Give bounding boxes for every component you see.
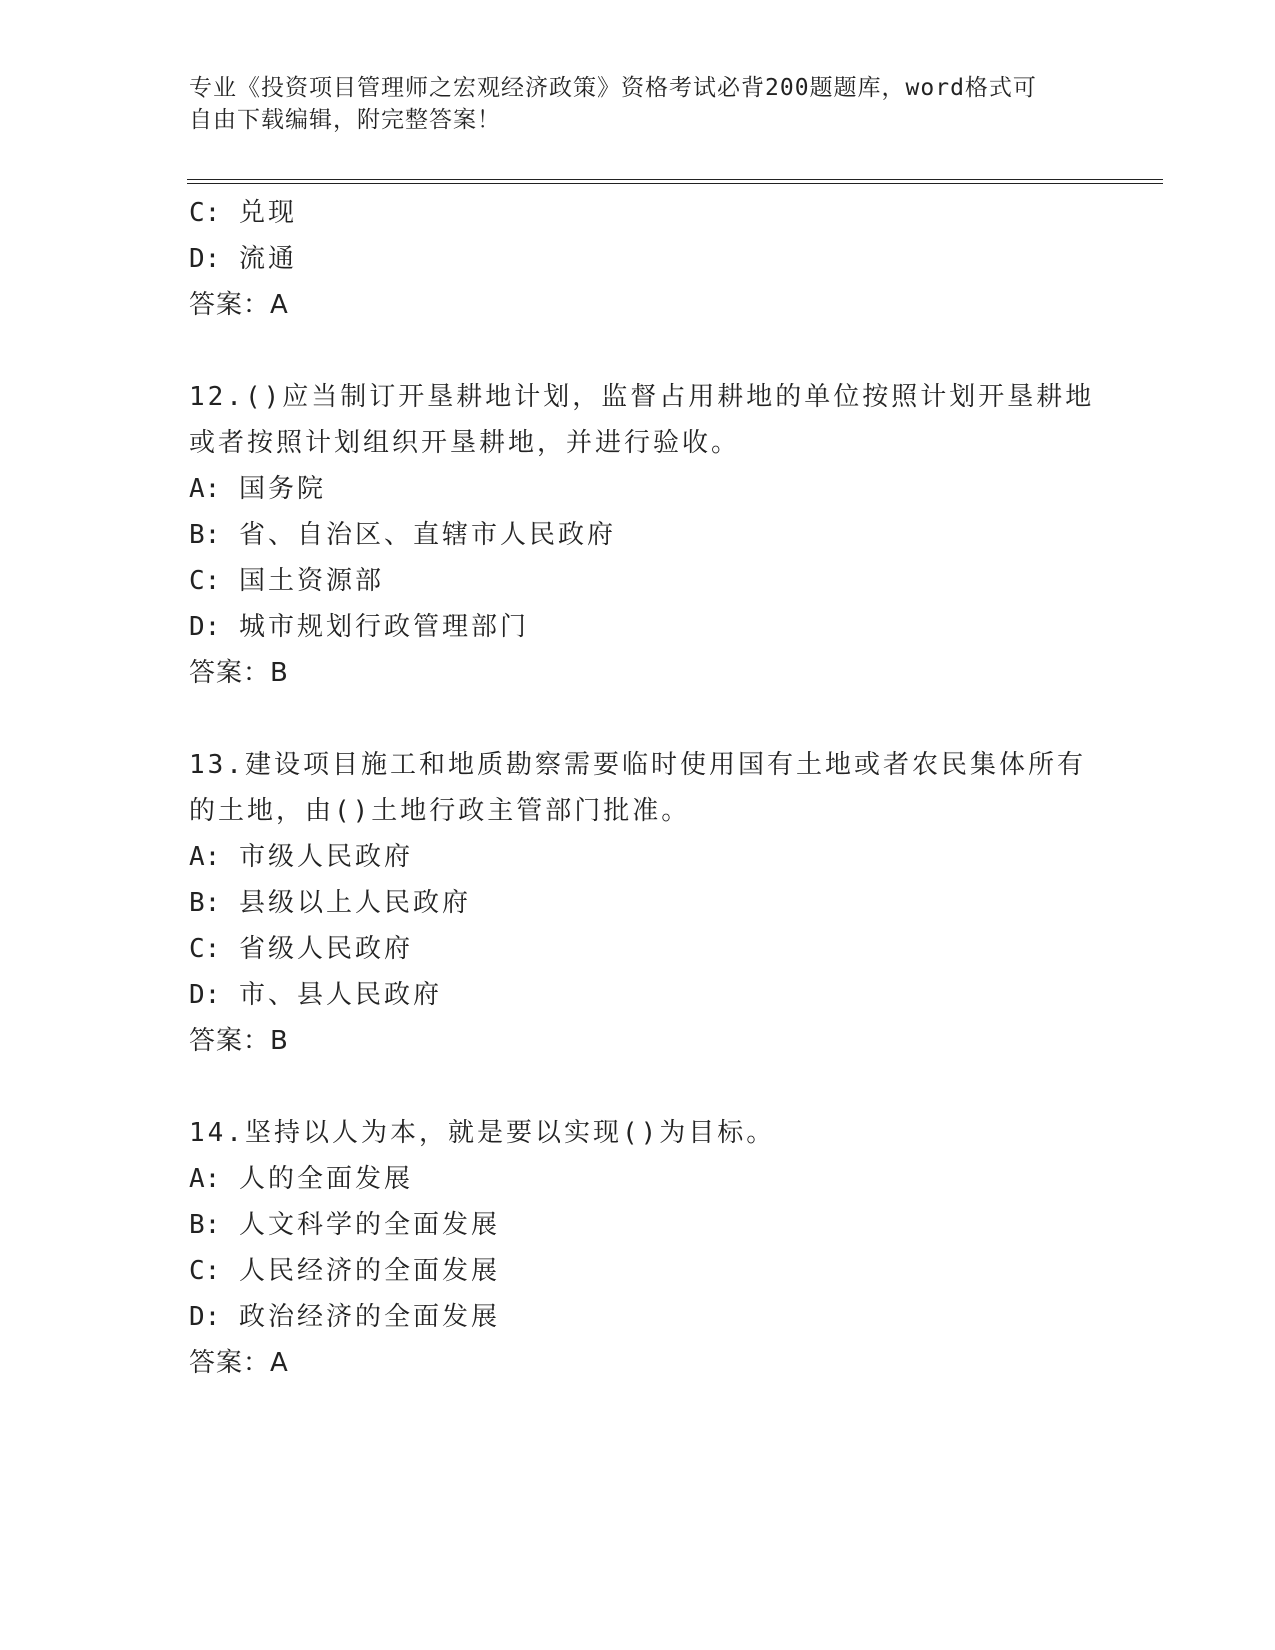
option-letter: C: [189, 1256, 221, 1286]
answer-line: 答案：A [189, 290, 289, 320]
option-letter: D: [189, 980, 221, 1010]
question-14 [189, 1110, 1109, 1386]
option-text: 城市规划行政管理部门 [238, 612, 529, 642]
document-header [189, 72, 1089, 136]
question-stem-line-1: 14.坚持以人为本，就是要以实现()为目标。 [189, 1118, 776, 1148]
option-letter: B: [189, 520, 221, 550]
header-line-2: 自由下载编辑，附完整答案！ [189, 107, 501, 133]
answer-line: 答案：B [189, 658, 289, 688]
option-a [189, 1156, 1109, 1202]
option-letter: C: [189, 934, 221, 964]
option-letter: B: [189, 888, 221, 918]
option-a [189, 466, 1109, 512]
option-text: 国务院 [238, 474, 326, 504]
option-text: 人文科学的全面发展 [238, 1210, 500, 1240]
option-a [189, 834, 1109, 880]
option-text: 人的全面发展 [238, 1164, 413, 1194]
option-letter: B: [189, 1210, 221, 1240]
option-text: 市级人民政府 [238, 842, 413, 872]
header-divider [187, 179, 1163, 184]
option-d [189, 1294, 1109, 1340]
option-letter: A: [189, 842, 221, 872]
option-text: 政治经济的全面发展 [238, 1302, 500, 1332]
question-stem-line-2: 或者按照计划组织开垦耕地，并进行验收。 [189, 428, 741, 458]
option-text: 人民经济的全面发展 [238, 1256, 500, 1286]
option-letter: D: [189, 612, 221, 642]
option-letter: D: [189, 1302, 221, 1332]
header-line-1: 专业《投资项目管理师之宏观经济政策》资格考试必背200题题库，word格式可 [189, 75, 1037, 101]
carryover-question [189, 190, 1109, 328]
option-text: 市、县人民政府 [238, 980, 442, 1010]
option-text: 省级人民政府 [238, 934, 413, 964]
question-12 [189, 374, 1109, 696]
question-stem-line-2: 的土地，由()土地行政主管部门批准。 [189, 796, 691, 826]
option-letter: C: [189, 566, 221, 596]
option-text: 县级以上人民政府 [238, 888, 471, 918]
option-c [189, 1248, 1109, 1294]
option-text: 兑现 [238, 198, 297, 228]
question-stem-line-1: 13.建设项目施工和地质勘察需要临时使用国有土地或者农民集体所有 [189, 750, 1086, 780]
option-c [189, 558, 1109, 604]
option-text: 省、自治区、直辖市人民政府 [238, 520, 616, 550]
option-c [189, 926, 1109, 972]
answer-line: 答案：B [189, 1026, 289, 1056]
option-d [189, 972, 1109, 1018]
option-letter: A: [189, 474, 221, 504]
option-d [189, 236, 1109, 282]
option-b [189, 1202, 1109, 1248]
question-13 [189, 742, 1109, 1064]
answer-line: 答案：A [189, 1348, 289, 1378]
question-stem-line-1: 12.()应当制订开垦耕地计划，监督占用耕地的单位按照计划开垦耕地 [189, 382, 1095, 412]
option-b [189, 512, 1109, 558]
option-letter: C: [189, 198, 221, 228]
question-list [189, 190, 1109, 1386]
option-text: 国土资源部 [238, 566, 384, 596]
option-c [189, 190, 1109, 236]
option-letter: D: [189, 244, 221, 274]
option-text: 流通 [238, 244, 297, 274]
option-d [189, 604, 1109, 650]
option-b [189, 880, 1109, 926]
option-letter: A: [189, 1164, 221, 1194]
